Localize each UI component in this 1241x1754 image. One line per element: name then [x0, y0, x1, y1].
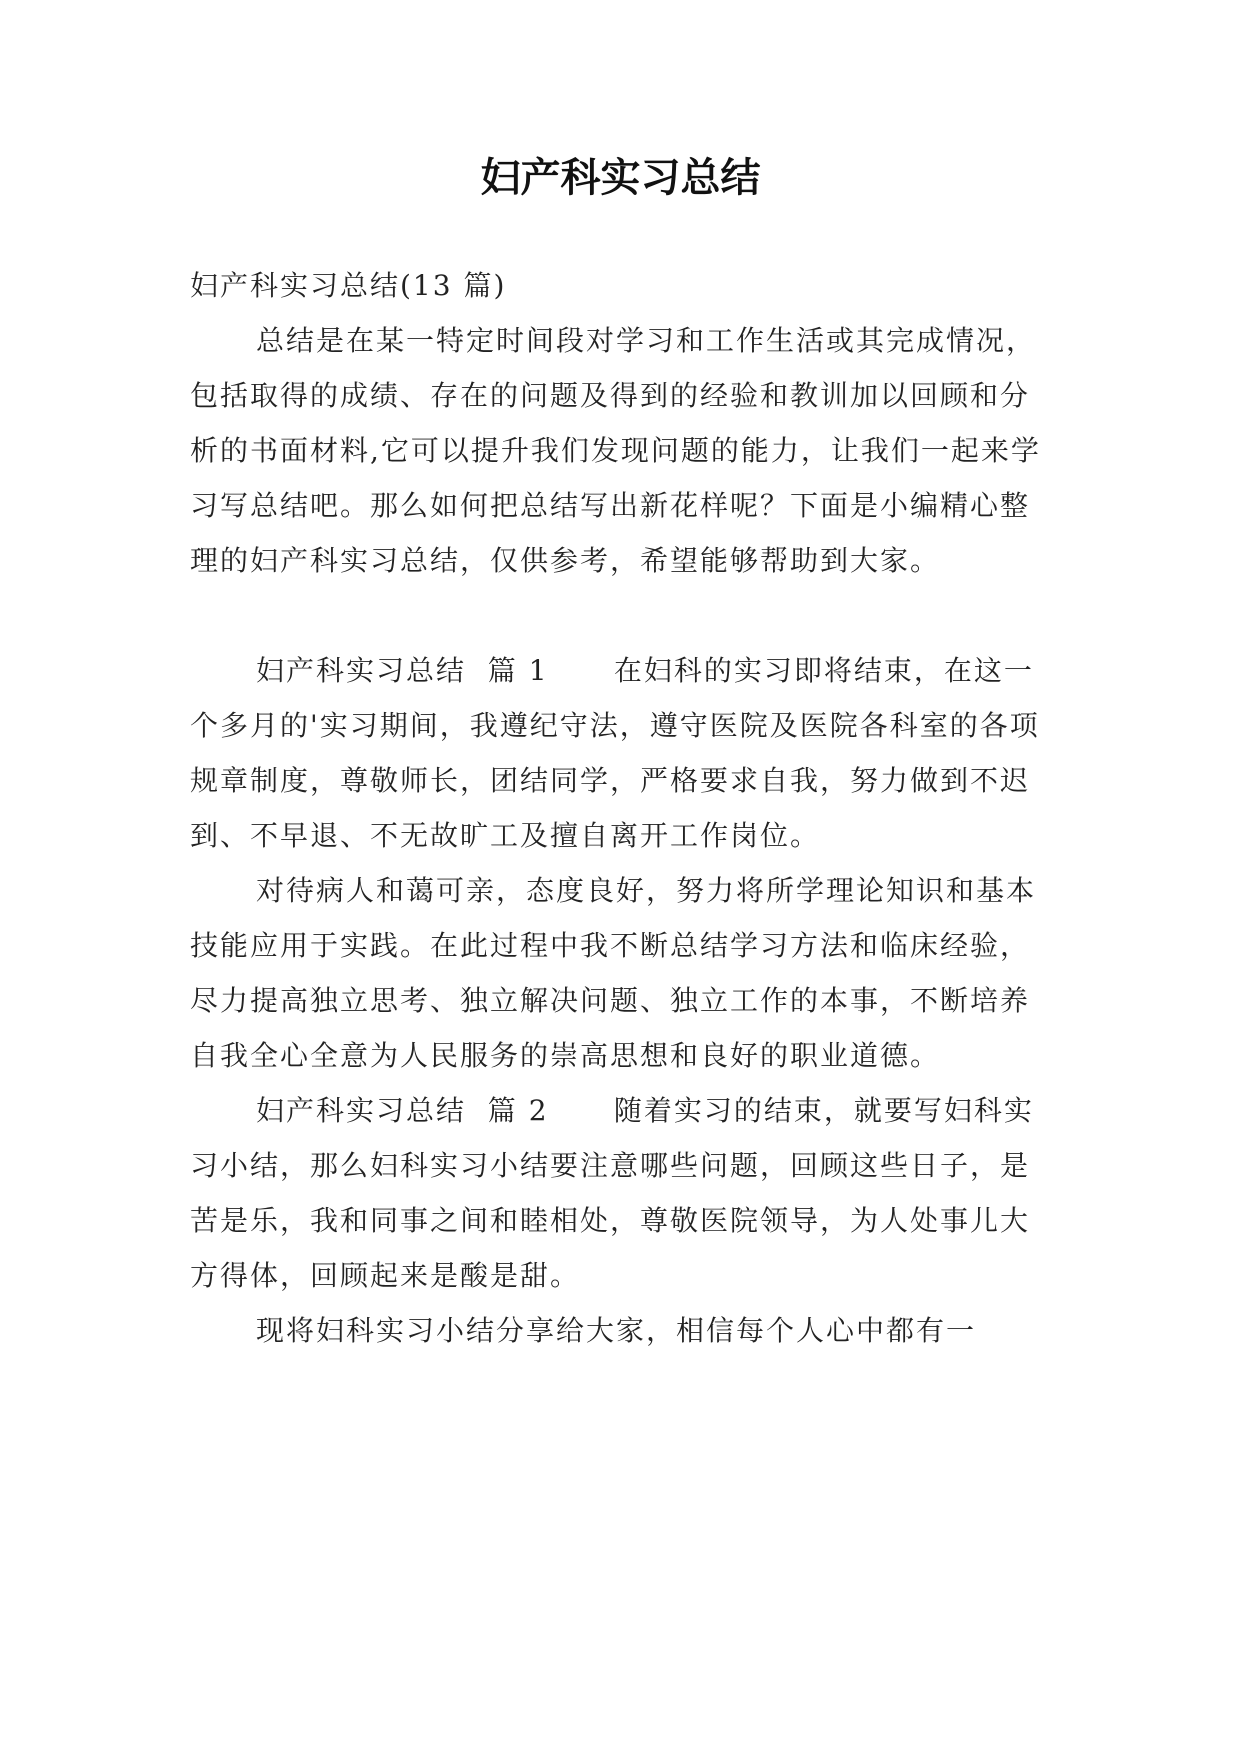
intro-paragraph: 总结是在某一特定时间段对学习和工作生活或其完成情况，包括取得的成绩、存在的问题及得到的经验和教训加以回顾和分析的书面材料,它可以提升我们发现问题的能力，让我们一起来学习写总结吧。那么如何把总结写出新花样呢？下面是小编精心整理的妇产科实习总结，仅供参考，希望能够帮助到大家。	[190, 324, 1041, 577]
section-2-paragraph: 妇产科实习总结 篇 2 随着实习的结束，就要写妇科实习小结，那么妇科实习小结要注意哪些问题，回顾这些日子，是苦是乐，我和同事之间和睦相处，尊敬医院领导，为人处事儿大方得体，回顾起来是酸是甜。	[190, 1094, 1034, 1292]
document-body	[190, 258, 1050, 1358]
section-1-paragraph-2: 对待病人和蔼可亲，态度良好，努力将所学理论知识和基本技能应用于实践。在此过程中我不断总结学习方法和临床经验，尽力提高独立思考、独立解决问题、独立工作的本事，不断培养自我全心全意为人民服务的崇高思想和良好的职业道德。	[190, 874, 1037, 1072]
document-subtitle: 妇产科实习总结(13 篇)	[190, 269, 507, 302]
document-title: 妇产科实习总结	[480, 155, 761, 201]
section-2-paragraph-2: 现将妇科实习小结分享给大家，相信每个人心中都有一	[256, 1314, 977, 1347]
section-1-paragraph: 妇产科实习总结 篇 1 在妇科的实习即将结束，在这一个多月的'实习期间，我遵纪守法，遵守医院及医院各科室的各项规章制度，尊敬师长，团结同学，严格要求自我，努力做到不迟到、不早退、不无故旷工及擅自离开工作岗位。	[190, 654, 1040, 852]
